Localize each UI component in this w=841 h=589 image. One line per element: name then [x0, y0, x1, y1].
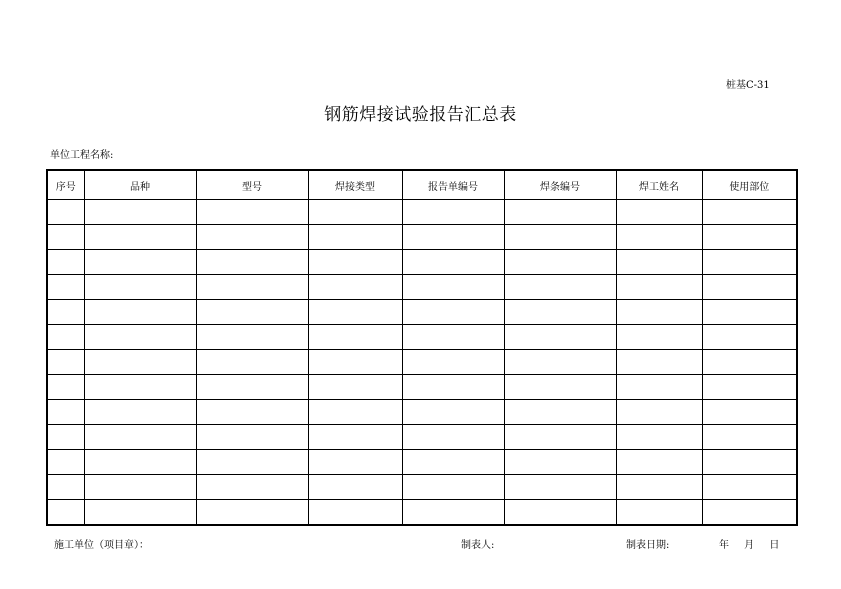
table-cell[interactable]	[196, 200, 308, 225]
table-row	[47, 250, 797, 275]
table-cell[interactable]	[616, 425, 702, 450]
column-header: 品种	[84, 170, 196, 200]
table-cell[interactable]	[504, 250, 616, 275]
table-cell[interactable]	[402, 250, 504, 275]
table-cell[interactable]	[616, 375, 702, 400]
page-title: 钢筋焊接试验报告汇总表	[324, 105, 517, 125]
table-cell[interactable]	[47, 225, 84, 250]
table-cell[interactable]	[504, 300, 616, 325]
table-cell[interactable]	[702, 375, 797, 400]
table-cell[interactable]	[504, 425, 616, 450]
table-cell[interactable]	[616, 350, 702, 375]
table-cell[interactable]	[47, 500, 84, 526]
table-cell[interactable]	[308, 500, 402, 526]
table-cell[interactable]	[47, 200, 84, 225]
table-cell[interactable]	[402, 400, 504, 425]
table-cell[interactable]	[196, 325, 308, 350]
table-cell[interactable]	[702, 200, 797, 225]
table-cell[interactable]	[504, 275, 616, 300]
table-cell[interactable]	[402, 450, 504, 475]
table-cell[interactable]	[402, 425, 504, 450]
column-header: 使用部位	[702, 170, 797, 200]
table-cell[interactable]	[402, 275, 504, 300]
table-cell[interactable]	[402, 225, 504, 250]
table-cell[interactable]	[308, 400, 402, 425]
table-row	[47, 200, 797, 225]
table-cell[interactable]	[84, 200, 196, 225]
table-cell[interactable]	[84, 325, 196, 350]
table-cell[interactable]	[504, 400, 616, 425]
table-cell[interactable]	[702, 425, 797, 450]
table-cell[interactable]	[308, 425, 402, 450]
table-cell[interactable]	[702, 450, 797, 475]
table-cell[interactable]	[504, 350, 616, 375]
table-cell[interactable]	[504, 200, 616, 225]
table-cell[interactable]	[402, 500, 504, 526]
table-row	[47, 325, 797, 350]
column-header: 焊条编号	[504, 170, 616, 200]
table-body	[47, 200, 797, 526]
table-cell[interactable]	[702, 400, 797, 425]
table-row	[47, 425, 797, 450]
table-cell[interactable]	[47, 250, 84, 275]
table-header-row	[47, 170, 797, 200]
table-cell[interactable]	[308, 350, 402, 375]
column-header: 序号	[47, 170, 84, 200]
table-cell[interactable]	[504, 375, 616, 400]
table-cell[interactable]	[702, 300, 797, 325]
table-cell[interactable]	[308, 225, 402, 250]
table-cell[interactable]	[196, 275, 308, 300]
table-row	[47, 275, 797, 300]
construction-unit-label: 施工单位（项目章）：	[54, 540, 149, 551]
table-cell[interactable]	[702, 250, 797, 275]
table-cell[interactable]	[702, 350, 797, 375]
table-row	[47, 375, 797, 400]
table-cell[interactable]	[308, 300, 402, 325]
table-cell[interactable]	[616, 300, 702, 325]
table-cell[interactable]	[702, 325, 797, 350]
table-cell[interactable]	[702, 500, 797, 526]
table-cell[interactable]	[84, 450, 196, 475]
table-cell[interactable]	[196, 450, 308, 475]
table-cell[interactable]	[308, 475, 402, 500]
table-cell[interactable]	[504, 225, 616, 250]
table-cell[interactable]	[308, 325, 402, 350]
unit-project-label: 单位工程名称:	[50, 150, 114, 161]
table-cell[interactable]	[196, 375, 308, 400]
table-cell[interactable]	[47, 475, 84, 500]
table-cell[interactable]	[616, 325, 702, 350]
table-cell[interactable]	[616, 500, 702, 526]
table-cell[interactable]	[47, 425, 84, 450]
table-row	[47, 225, 797, 250]
table-row	[47, 300, 797, 325]
table-cell[interactable]	[616, 400, 702, 425]
table-cell[interactable]	[84, 300, 196, 325]
table-cell[interactable]	[504, 500, 616, 526]
table-cell[interactable]	[84, 500, 196, 526]
table-cell[interactable]	[616, 225, 702, 250]
table-cell[interactable]	[84, 475, 196, 500]
table-cell[interactable]	[702, 475, 797, 500]
table-cell[interactable]	[504, 475, 616, 500]
table-cell[interactable]	[47, 400, 84, 425]
table-cell[interactable]	[84, 425, 196, 450]
prepared-date-label: 制表日期:	[626, 540, 670, 551]
table-cell[interactable]	[196, 500, 308, 526]
table-cell[interactable]	[616, 475, 702, 500]
table-cell[interactable]	[308, 275, 402, 300]
table-cell[interactable]	[84, 400, 196, 425]
table-row	[47, 500, 797, 526]
column-header: 焊工姓名	[616, 170, 702, 200]
table-row	[47, 400, 797, 425]
date-units: 年 月 日	[719, 540, 780, 551]
column-header: 报告单编号	[402, 170, 504, 200]
column-header: 焊接类型	[308, 170, 402, 200]
table-cell[interactable]	[402, 300, 504, 325]
table-cell[interactable]	[308, 250, 402, 275]
table-cell[interactable]	[196, 300, 308, 325]
table-cell[interactable]	[196, 225, 308, 250]
table-cell[interactable]	[616, 200, 702, 225]
form-code: 桩基C-31	[726, 80, 770, 91]
table-row	[47, 475, 797, 500]
column-header: 型号	[196, 170, 308, 200]
table-cell[interactable]	[402, 325, 504, 350]
table-cell[interactable]	[402, 375, 504, 400]
table-cell[interactable]	[84, 275, 196, 300]
prepared-by-label: 制表人:	[461, 540, 495, 551]
table-cell[interactable]	[402, 475, 504, 500]
table-cell[interactable]	[196, 400, 308, 425]
table-cell[interactable]	[504, 325, 616, 350]
table-row	[47, 350, 797, 375]
table-cell[interactable]	[402, 350, 504, 375]
table-cell[interactable]	[84, 350, 196, 375]
table-cell[interactable]	[84, 250, 196, 275]
table-cell[interactable]	[84, 225, 196, 250]
table-cell[interactable]	[702, 275, 797, 300]
table-cell[interactable]	[308, 375, 402, 400]
table-cell[interactable]	[47, 275, 84, 300]
table-cell[interactable]	[196, 475, 308, 500]
table-cell[interactable]	[47, 450, 84, 475]
table-cell[interactable]	[47, 325, 84, 350]
summary-table	[46, 169, 798, 526]
table-cell[interactable]	[308, 200, 402, 225]
table-cell[interactable]	[616, 275, 702, 300]
table-cell[interactable]	[504, 450, 616, 475]
table-cell[interactable]	[616, 250, 702, 275]
table-cell[interactable]	[47, 375, 84, 400]
table-row	[47, 450, 797, 475]
table-cell[interactable]	[47, 300, 84, 325]
table-cell[interactable]	[196, 425, 308, 450]
table-cell[interactable]	[196, 350, 308, 375]
table-cell[interactable]	[47, 350, 84, 375]
table-cell[interactable]	[616, 450, 702, 475]
table-cell[interactable]	[308, 450, 402, 475]
table-cell[interactable]	[702, 225, 797, 250]
table-cell[interactable]	[196, 250, 308, 275]
table-cell[interactable]	[84, 375, 196, 400]
table-cell[interactable]	[402, 200, 504, 225]
